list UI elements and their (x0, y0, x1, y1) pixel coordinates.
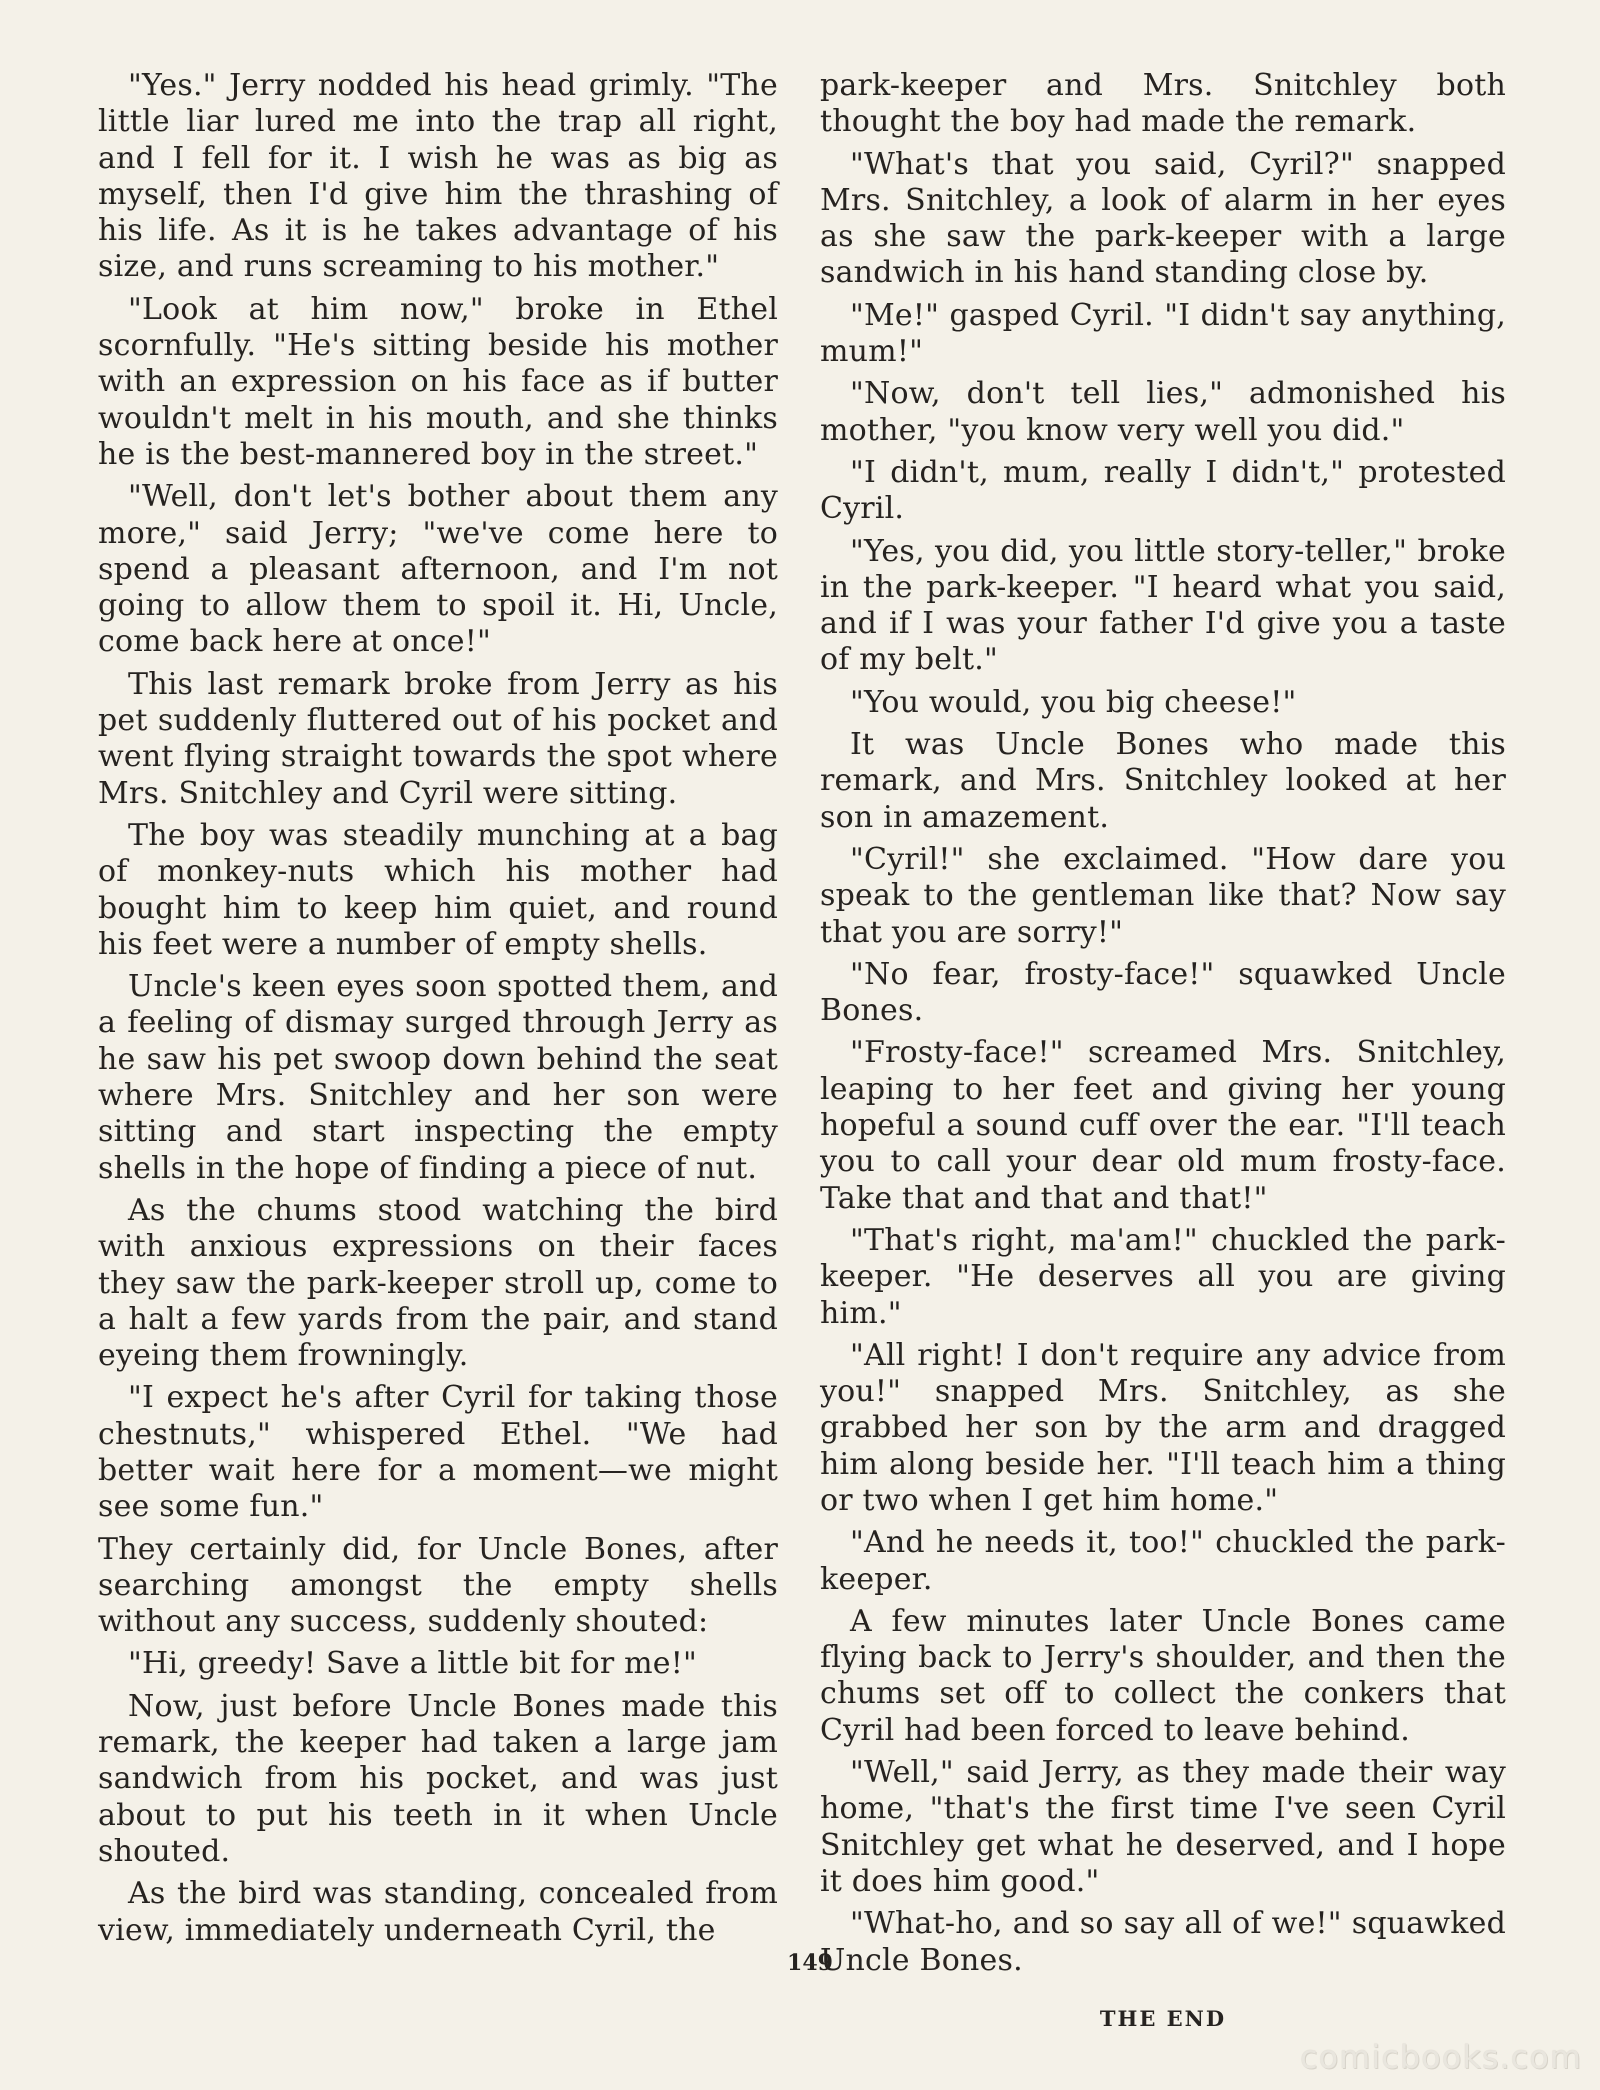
paragraph: "Yes, you did, you little story-teller," broke in the park-keeper. "I heard what you said, and if I was your father I'd give you a taste of my belt." (820, 533, 1506, 678)
paragraph: "Well," said Jerry, as they made their way home, "that's the first time I've seen Cyril Snitchley get what he deserved, and I hope it does him good." (820, 1755, 1506, 1899)
paragraph: They certainly did, for Uncle Bones, after searching amongst the empty shells without any success, suddenly shouted: (98, 1531, 778, 1640)
page-number: 149 (787, 1950, 833, 1976)
paragraph: "Frosty-face!" screamed Mrs. Snitchley, leaping to her feet and giving her young hopeful a sound cuff over the ear. "I'll teach you to call your dear old mum frosty-face. Take that and that and that!" (820, 1035, 1506, 1216)
paragraph: As the bird was standing, concealed from view, immediately underneath Cyril, the (98, 1876, 778, 1948)
paragraph: "No fear, frosty-face!" squawked Uncle Bones. (820, 956, 1506, 1029)
paragraph: "I expect he's after Cyril for taking those chestnuts," whispered Ethel. "We had better wait here for a moment—we might see some fun." (98, 1380, 778, 1525)
paragraph: "That's right, ma'am!" chuckled the park-keeper. "He deserves all you are giving him." (820, 1222, 1506, 1331)
the-end-label: THE END (1099, 2005, 1227, 2031)
paragraph: "Look at him now," broke in Ethel scornfully. "He's sitting beside his mother with an expression on his face as if butter wouldn't melt in his mouth, and she thinks he is the best-mannered boy in the street." (98, 291, 778, 472)
right-text-column (820, 68, 1506, 2037)
paragraph: "Cyril!" she exclaimed. "How dare you speak to the gentleman like that? Now say that you are sorry!" (820, 841, 1506, 950)
paragraph: Uncle's keen eyes soon spotted them, and a feeling of dismay surged through Jerry as he saw his pet swoop down behind the seat where Mrs. Snitchley and her son were sitting and start inspecting the empty shells in the hope of finding a piece of nut. (98, 969, 778, 1186)
paragraph: "Now, don't tell lies," admonished his mother, "you know very well you did." (820, 376, 1506, 448)
paragraph: "You would, you big cheese!" (850, 684, 1297, 720)
paragraph: It was Uncle Bones who made this remark, and Mrs. Snitchley looked at her son in amazement. (820, 727, 1506, 835)
paragraph: "Me!" gasped Cyril. "I didn't say anything, mum!" (820, 297, 1506, 370)
paragraph: "Yes." Jerry nodded his head grimly. "The little liar lured me into the trap all right, and I fell for it. I wish he was as big as myself, then I'd give him the thrashing of his life. As it is he takes advantage of his size, and runs screaming to his mother." (98, 68, 778, 285)
paragraph: This last remark broke from Jerry as his pet suddenly fluttered out of his pocket and went flying straight towards the spot where Mrs. Snitchley and Cyril were sitting. (98, 666, 778, 811)
paragraph: "And he needs it, too!" chuckled the park-keeper. (820, 1525, 1506, 1597)
paragraph-continuation: park-keeper and Mrs. Snitchley both thought the boy had made the remark. (820, 68, 1506, 140)
left-text-column (98, 68, 778, 1955)
paragraph: "I didn't, mum, really I didn't," protested Cyril. (820, 454, 1506, 527)
paragraph: The boy was steadily munching at a bag of monkey-nuts which his mother had bought him to keep him quiet, and round his feet were a number of empty shells. (98, 817, 778, 962)
paragraph: As the chums stood watching the bird with anxious expressions on their faces they saw the park-keeper stroll up, come to a halt a few yards from the pair, and stand eyeing them frowningly. (98, 1192, 778, 1374)
paragraph: "What's that you said, Cyril?" snapped Mrs. Snitchley, a look of alarm in her eyes as she saw the park-keeper with a large sandwich in his hand standing close by. (820, 146, 1506, 291)
paragraph: Now, just before Uncle Bones made this remark, the keeper had taken a large jam sandwich from his pocket, and was just about to put his teeth in it when Uncle shouted. (98, 1688, 778, 1869)
paragraph: "Well, don't let's bother about them any more," said Jerry; "we've come here to spend a pleasant afternoon, and I'm not going to allow them to spoil it. Hi, Uncle, come back here at once!" (98, 479, 778, 660)
paragraph: "What-ho, and so say all of we!" squawked Uncle Bones. (820, 1906, 1506, 1978)
watermark: comicbooks.com (1299, 2038, 1582, 2076)
paragraph: "Hi, greedy! Save a little bit for me!" (128, 1646, 697, 1682)
paragraph: "All right! I don't require any advice from you!" snapped Mrs. Snitchley, as she grabbed her son by the arm and dragged him along beside her. "I'll teach him a thing or two when I get him home." (820, 1337, 1506, 1518)
paragraph: A few minutes later Uncle Bones came flying back to Jerry's shoulder, and then the chums set off to collect the conkers that Cyril had been forced to leave behind. (820, 1603, 1506, 1748)
